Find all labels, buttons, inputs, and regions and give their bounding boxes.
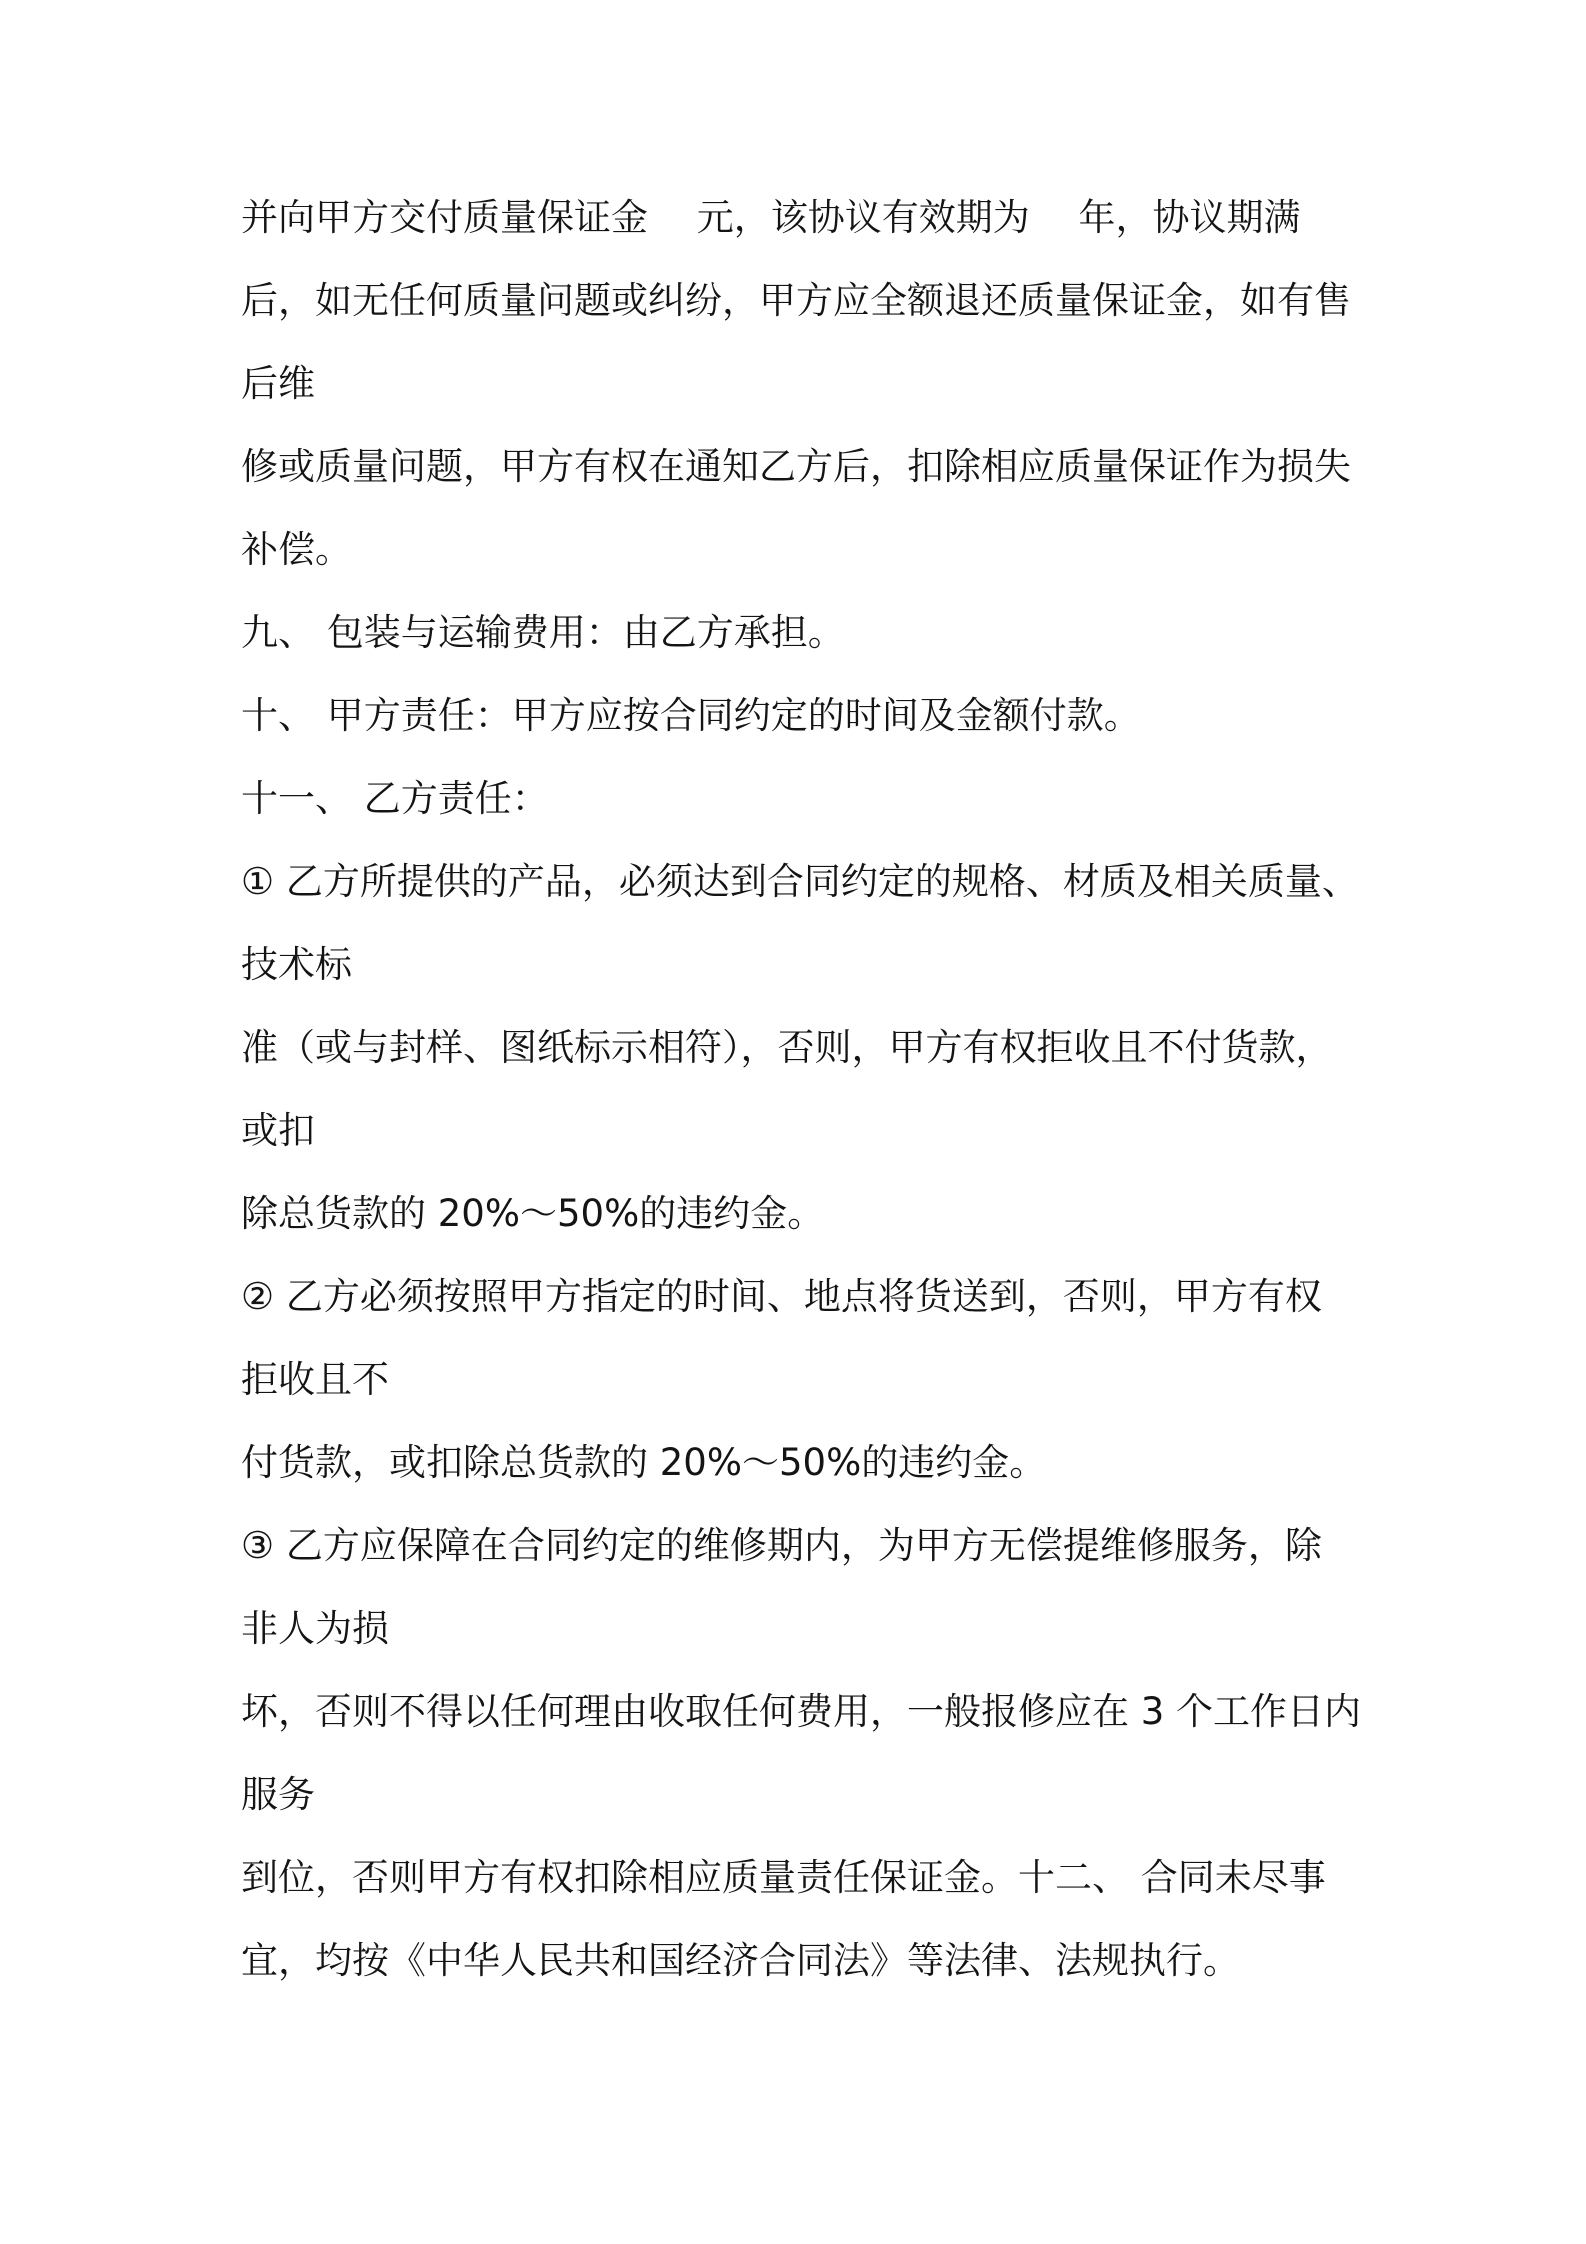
text-line: 技术标 [241, 943, 352, 986]
text-line: 除总货款的 20%～50%的违约金。 [241, 1192, 825, 1235]
text-line: 坏，否则不得以任何理由收取任何费用，一般报修应在 3 个工作日内 [241, 1690, 1362, 1733]
list-item: ① 乙方所提供的产品，必须达到合同约定的规格、材质及相关质量、 [241, 860, 1359, 903]
text-line: 付货款，或扣除总货款的 20%～50%的违约金。 [241, 1441, 1047, 1484]
section-heading: 九、 包装与运输费用：由乙方承担。 [241, 611, 845, 654]
text-line: 并向甲方交付质量保证金 元，该协议有效期为 年，协议期满 [241, 196, 1301, 239]
section-heading: 十一、 乙方责任： [241, 777, 549, 820]
text-line: 后维 [241, 362, 315, 405]
list-item: ② 乙方必须按照甲方指定的时间、地点将货送到，否则，甲方有权 [241, 1275, 1322, 1318]
text-line: 修或质量问题，甲方有权在通知乙方后，扣除相应质量保证作为损失 [241, 445, 1351, 488]
text-line: 非人为损 [241, 1607, 389, 1650]
text-line: 或扣 [241, 1109, 315, 1152]
section-heading: 十、 甲方责任：甲方应按合同约定的时间及金额付款。 [241, 694, 1141, 737]
text-line: 后，如无任何质量问题或纠纷，甲方应全额退还质量保证金，如有售 [241, 279, 1351, 322]
text-line: 补偿。 [241, 528, 352, 571]
text-line: 拒收且不 [241, 1358, 389, 1401]
list-item: ③ 乙方应保障在合同约定的维修期内，为甲方无偿提维修服务，除 [241, 1524, 1322, 1567]
text-line: 服务 [241, 1773, 315, 1816]
text-line: 宜，均按《中华人民共和国经济合同法》等法律、法规执行。 [241, 1939, 1240, 1982]
text-line: 到位，否则甲方有权扣除相应质量责任保证金。十二、 合同未尽事 [241, 1856, 1326, 1899]
text-line: 准（或与封样、图纸标示相符），否则，甲方有权拒收且不付货款， [241, 1026, 1333, 1069]
